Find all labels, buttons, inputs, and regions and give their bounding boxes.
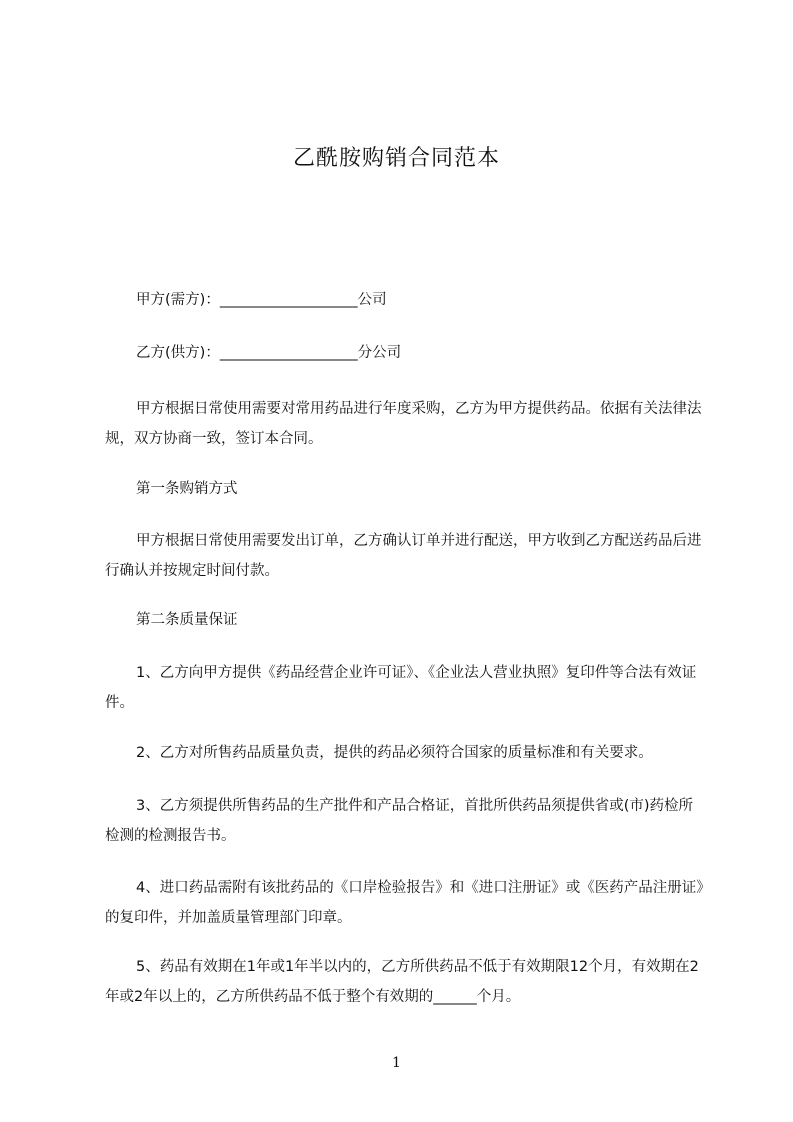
article-1-heading: 第一条购销方式 [136,481,238,497]
party-a-line: 甲方(需方)：___________________公司 [136,292,387,308]
clause-5: 5、药品有效期在1年或1年半以内的，乙方所供药品不低于有效期限12个月，有效期在2年或2年以上的，乙方所供药品不低于整个有效期的______个月。 [105,959,699,1005]
clause-1: 1、乙方向甲方提供《药品经营企业许可证》、《企业法人营业执照》复印件等合法有效证件。 [105,665,697,711]
document-title: 乙酰胺购销合同范本 [292,146,500,171]
clause-3: 3、乙方须提供所售药品的生产批件和产品合格证，首批所供药品须提供省或(市)药检所检测的检测报告书。 [105,798,694,844]
clause-2: 2、乙方对所售药品质量负责，提供的药品必须符合国家的质量标准和有关要求。 [136,745,653,761]
clause-4: 4、进口药品需附有该批药品的《口岸检验报告》和《进口注册证》或《医药产品注册证》的复印件，并加盖质量管理部门印章。 [105,880,704,926]
article-2-heading: 第二条质量保证 [136,612,238,628]
article-1-text: 甲方根据日常使用需要发出订单，乙方确认订单并进行配送，甲方收到乙方配送药品后进行确认并按规定时间付款。 [105,533,702,579]
intro-paragraph: 甲方根据日常使用需要对常用药品进行年度采购，乙方为甲方提供药品。依据有关法律法规，双方协商一致，签订本合同。 [105,401,702,447]
page-number: 1 [392,1055,401,1071]
party-b-line: 乙方(供方)：___________________分公司 [136,345,402,361]
